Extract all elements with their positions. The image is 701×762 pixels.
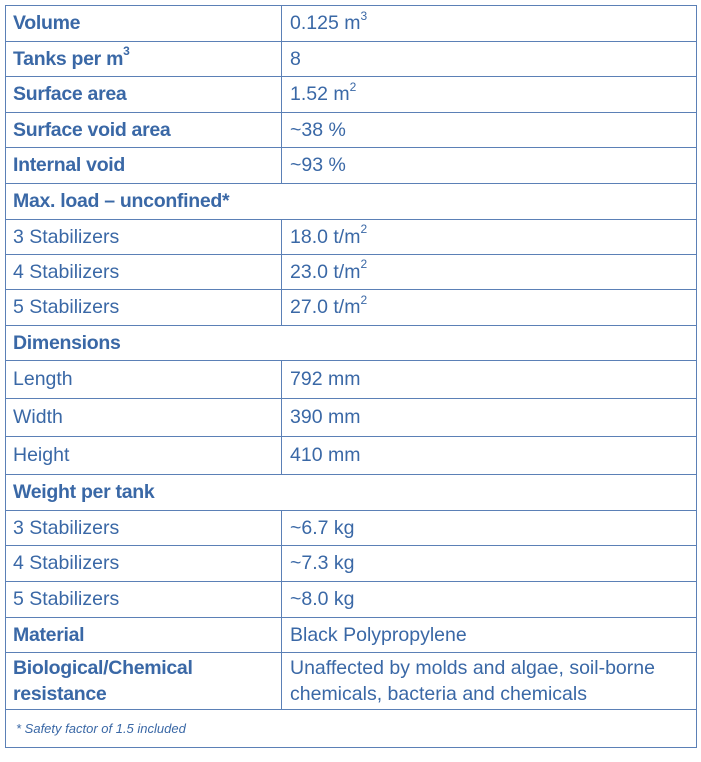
section-header-cell bbox=[6, 326, 697, 361]
spec-row bbox=[6, 148, 697, 184]
spec-value: 8 bbox=[290, 47, 301, 70]
section-header-row bbox=[6, 184, 697, 220]
spec-label: Biological/Chemical resistance bbox=[13, 657, 193, 705]
spec-value-cell bbox=[282, 113, 697, 148]
spec-value-superscript: 2 bbox=[349, 79, 357, 94]
spec-value: 410 mm bbox=[290, 444, 361, 466]
spec-value-cell bbox=[282, 618, 697, 653]
spec-label: 4 Stabilizers bbox=[13, 260, 120, 283]
spec-value-cell bbox=[282, 361, 697, 399]
spec-value-cell bbox=[282, 255, 697, 290]
spec-row bbox=[6, 255, 697, 290]
spec-value-cell bbox=[282, 399, 697, 437]
spec-label-cell bbox=[6, 220, 282, 255]
spec-value: ~38 % bbox=[290, 118, 346, 141]
spec-value-superscript: 2 bbox=[360, 222, 368, 236]
section-header-cell bbox=[6, 184, 697, 220]
spec-value: Unaffected by molds and algae, soil-borne chemicals, bacteria and chemicals bbox=[290, 657, 655, 705]
spec-row bbox=[6, 77, 697, 113]
spec-label: Tanks per m bbox=[13, 47, 124, 70]
specification-table bbox=[5, 5, 697, 748]
spec-label-cell bbox=[6, 511, 282, 546]
specification-table-body bbox=[6, 6, 697, 748]
spec-label-superscript: 3 bbox=[123, 44, 130, 58]
spec-label-cell bbox=[6, 113, 282, 148]
spec-value: 18.0 t/m bbox=[290, 225, 361, 248]
spec-label: 4 Stabilizers bbox=[13, 552, 120, 574]
spec-value-cell bbox=[282, 653, 697, 710]
spec-value-superscript: 3 bbox=[360, 8, 368, 23]
spec-label: 3 Stabilizers bbox=[13, 225, 120, 248]
spec-row bbox=[6, 582, 697, 618]
spec-value: ~8.0 kg bbox=[290, 588, 355, 610]
spec-value-cell bbox=[282, 437, 697, 475]
spec-value: 390 mm bbox=[290, 406, 361, 428]
spec-row bbox=[6, 42, 697, 77]
spec-label-cell bbox=[6, 42, 282, 77]
spec-label: 3 Stabilizers bbox=[13, 516, 120, 539]
spec-label-cell bbox=[6, 148, 282, 184]
spec-label: Material bbox=[13, 623, 85, 646]
spec-label-cell bbox=[6, 399, 282, 437]
spec-label-cell bbox=[6, 77, 282, 113]
spec-row bbox=[6, 290, 697, 326]
spec-value-cell bbox=[282, 42, 697, 77]
spec-value-cell bbox=[282, 290, 697, 326]
spec-row bbox=[6, 6, 697, 42]
footnote-row bbox=[6, 710, 697, 748]
spec-value-superscript: 2 bbox=[360, 257, 368, 271]
spec-value-cell bbox=[282, 511, 697, 546]
spec-value-cell bbox=[282, 77, 697, 113]
spec-value: 0.125 m bbox=[290, 12, 361, 34]
spec-label: Height bbox=[13, 444, 70, 466]
section-title: Dimensions bbox=[13, 331, 121, 354]
spec-label-cell bbox=[6, 546, 282, 582]
spec-value: ~7.3 kg bbox=[290, 552, 355, 574]
spec-label-cell bbox=[6, 437, 282, 475]
spec-row bbox=[6, 113, 697, 148]
spec-label: 5 Stabilizers bbox=[13, 588, 120, 610]
spec-label: 5 Stabilizers bbox=[13, 296, 120, 318]
section-title: Weight per tank bbox=[13, 481, 155, 503]
spec-value: ~93 % bbox=[290, 154, 346, 176]
spec-value: 1.52 m bbox=[290, 83, 350, 105]
spec-label: Surface area bbox=[13, 83, 127, 105]
spec-value-cell bbox=[282, 148, 697, 184]
spec-label-cell bbox=[6, 653, 282, 710]
spec-value: ~6.7 kg bbox=[290, 516, 355, 539]
spec-label-cell bbox=[6, 361, 282, 399]
spec-row bbox=[6, 220, 697, 255]
spec-value-cell bbox=[282, 582, 697, 618]
spec-label-cell bbox=[6, 582, 282, 618]
spec-row bbox=[6, 437, 697, 475]
spec-row bbox=[6, 361, 697, 399]
spec-row bbox=[6, 653, 697, 710]
spec-row bbox=[6, 399, 697, 437]
spec-value-cell bbox=[282, 546, 697, 582]
spec-label-cell bbox=[6, 618, 282, 653]
spec-value: 23.0 t/m bbox=[290, 260, 361, 283]
spec-label-cell bbox=[6, 6, 282, 42]
spec-label: Volume bbox=[13, 12, 81, 34]
section-title: Max. load – unconfined* bbox=[13, 190, 230, 212]
section-header-cell bbox=[6, 475, 697, 511]
section-header-row bbox=[6, 326, 697, 361]
spec-value-cell bbox=[282, 6, 697, 42]
spec-label-cell bbox=[6, 255, 282, 290]
spec-row bbox=[6, 618, 697, 653]
spec-row bbox=[6, 511, 697, 546]
spec-label: Length bbox=[13, 368, 73, 390]
spec-label: Width bbox=[13, 406, 63, 428]
spec-label: Surface void area bbox=[13, 118, 171, 141]
section-header-row bbox=[6, 475, 697, 511]
spec-value-cell bbox=[282, 220, 697, 255]
spec-row bbox=[6, 546, 697, 582]
spec-value-superscript: 2 bbox=[360, 292, 368, 307]
spec-value: 27.0 t/m bbox=[290, 296, 361, 318]
footnote-text: * Safety factor of 1.5 included bbox=[16, 721, 186, 736]
spec-value: 792 mm bbox=[290, 368, 361, 390]
spec-value: Black Polypropylene bbox=[290, 623, 467, 646]
spec-label-cell bbox=[6, 290, 282, 326]
footnote-cell bbox=[6, 710, 697, 748]
spec-label: Internal void bbox=[13, 154, 126, 176]
